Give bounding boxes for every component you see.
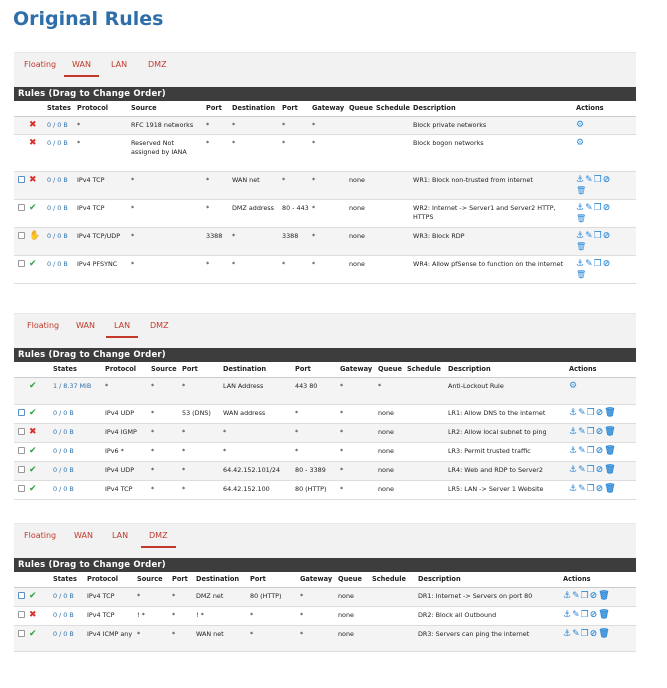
lan-rules-panel [14,313,636,500]
tab-floating[interactable]: Floating [24,531,57,540]
anchor-edit-copy-disable-trash-icons[interactable]: ⚓✎❐⊘🗑 [569,446,617,456]
states-link[interactable]: 0 / 0 B [52,626,86,652]
row-actions [568,462,636,481]
col-gateway: Gateway [311,101,348,117]
description-cell: WR1: Block non-trusted from internet [412,172,575,200]
source-cell: * [130,200,205,228]
destination-cell: ! * [195,607,249,626]
schedule-cell [375,117,412,135]
rules-header: Rules (Drag to Change Order) [14,558,636,572]
col-protocol: Protocol [76,101,130,117]
destination-cell: * [222,424,294,443]
interface-tabs [14,523,636,551]
source-port-cell: * [171,607,195,626]
protocol-cell: IPv4 TCP [104,481,150,500]
schedule-cell [375,135,412,172]
schedule-cell [375,200,412,228]
tab-wan[interactable]: WAN [72,60,91,69]
dest-port-cell: * [281,117,311,135]
states-link[interactable]: 0 / 0 B [52,607,86,626]
anchor-edit-copy-disable-trash-icons[interactable]: ⚓✎❐⊘🗑 [563,591,611,601]
source-cell: RFC 1918 networks [130,117,205,135]
col-actions: Actions [575,101,636,117]
table-row[interactable] [14,424,636,443]
protocol-cell: IPv6 * [104,443,150,462]
destination-cell: LAN Address [222,378,294,405]
description-cell: DR3: Servers can ping the internet [417,626,562,652]
gateway-cell: * [339,424,377,443]
gear-icon[interactable]: ⚙ [576,120,585,130]
interface-tabs [14,52,636,80]
col-actions: Actions [562,572,636,588]
tab-dmz[interactable]: DMZ [149,531,168,540]
source-port-cell: * [171,588,195,607]
block-icon[interactable]: ✖ [29,427,37,437]
gateway-cell: * [339,405,377,424]
queue-cell: none [348,172,375,200]
rules-table [14,362,636,500]
gateway-cell: * [339,443,377,462]
description-cell: Block bogon networks [412,135,575,172]
source-port-cell: * [181,481,222,500]
queue-cell [348,117,375,135]
col-schedule: Schedule [406,362,447,378]
interface-tabs [14,313,636,341]
col-destination: Destination [222,362,294,378]
source-cell: ! * [136,607,171,626]
states-link[interactable]: 0 / 0 B [46,228,76,256]
queue-cell: none [348,228,375,256]
source-cell: * [130,256,205,284]
row-checkbox[interactable] [18,466,25,473]
row-checkbox[interactable] [18,447,25,454]
protocol-cell: IPv4 TCP [76,200,130,228]
source-port-cell: * [171,626,195,652]
table-row[interactable] [14,200,636,228]
tab-floating[interactable]: Floating [27,321,60,330]
dest-port-cell: * [281,172,311,200]
schedule-cell [406,481,447,500]
states-link[interactable]: 0 / 0 B [46,117,76,135]
gateway-cell: * [299,626,337,652]
source-port-cell: * [205,200,231,228]
row-actions [568,443,636,462]
description-cell: WR3: Block RDP [412,228,575,256]
protocol-cell: IPv4 UDP [104,462,150,481]
tab-dmz[interactable]: DMZ [148,60,167,69]
trash-icon[interactable]: 🗑 [576,242,587,251]
schedule-cell [406,424,447,443]
col-gateway: Gateway [299,572,337,588]
anchor-edit-copy-disable-trash-icons[interactable]: ⚓✎❐⊘🗑 [563,629,611,639]
protocol-cell: IPv4 TCP [86,607,136,626]
gear-icon[interactable]: ⚙ [569,381,578,391]
queue-cell: none [377,443,406,462]
col-source-port: Port [181,362,222,378]
source-port-cell: * [181,443,222,462]
tab-wan[interactable]: WAN [74,531,93,540]
pass-icon[interactable]: ✔ [29,591,37,601]
states-link[interactable]: 0 / 0 B [52,481,104,500]
source-cell: * [150,443,181,462]
schedule-cell [406,405,447,424]
row-actions [568,424,636,443]
block-icon[interactable]: ✖ [29,610,37,620]
dest-port-cell: 80 - 3389 [294,462,339,481]
source-cell: * [136,588,171,607]
protocol-cell: * [76,117,130,135]
protocol-cell: * [104,378,150,405]
dest-port-cell: * [294,443,339,462]
anchor-edit-copy-disable-icons[interactable]: ⚓✎❐⊘ [576,259,612,269]
protocol-cell: IPv4 ICMP any [86,626,136,652]
states-link[interactable]: 0 / 0 B [52,588,86,607]
gateway-cell: * [299,588,337,607]
col-queue: Queue [348,101,375,117]
table-row[interactable] [14,462,636,481]
states-link[interactable]: 0 / 0 B [46,135,76,172]
source-cell: * [130,228,205,256]
rules-header: Rules (Drag to Change Order) [14,87,636,101]
queue-cell: none [377,462,406,481]
gateway-cell: * [311,135,348,172]
description-cell: Block private networks [412,117,575,135]
table-header-row [14,362,636,378]
source-cell: Reserved Not assigned by IANA [130,135,205,172]
states-link[interactable]: 0 / 0 B [52,443,104,462]
row-actions [562,607,636,626]
col-queue: Queue [337,572,371,588]
table-row[interactable] [14,117,636,135]
schedule-cell [375,228,412,256]
dest-port-cell: * [294,405,339,424]
trash-icon[interactable]: 🗑 [576,214,587,223]
table-header-row [14,101,636,117]
gateway-cell: * [311,200,348,228]
description-cell: LR2: Allow local subnet to ping [447,424,568,443]
row-checkbox[interactable] [18,485,25,492]
source-port-cell: * [205,135,231,172]
anchor-edit-copy-disable-icons[interactable]: ⚓✎❐⊘ [576,175,612,185]
row-checkbox[interactable] [18,611,25,618]
schedule-cell [406,443,447,462]
row-actions [568,405,636,424]
wan-rules-panel [14,52,636,284]
col-schedule: Schedule [371,572,417,588]
dest-port-cell: 80 - 443 [281,200,311,228]
col-source: Source [130,101,205,117]
col-description: Description [447,362,568,378]
row-actions [575,256,636,284]
table-row[interactable] [14,607,636,626]
queue-cell [348,135,375,172]
row-actions [575,200,636,228]
schedule-cell [406,462,447,481]
protocol-cell: IPv4 IGMP [104,424,150,443]
anchor-edit-copy-disable-trash-icons[interactable]: ⚓✎❐⊘🗑 [563,610,611,620]
queue-cell: none [377,481,406,500]
block-icon[interactable]: ✖ [29,120,37,130]
source-cell: * [136,626,171,652]
states-link[interactable]: 1 / 8.37 MiB [52,378,104,405]
dest-port-cell: 3388 [281,228,311,256]
row-actions [562,626,636,652]
col-source-port: Port [205,101,231,117]
destination-cell: * [231,135,281,172]
gateway-cell: * [311,172,348,200]
rules-table [14,572,636,652]
col-description: Description [412,101,575,117]
pass-icon[interactable]: ✔ [29,408,37,418]
col-dest-port: Port [249,572,299,588]
description-cell: Anti-Lockout Rule [447,378,568,405]
protocol-cell: IPv4 TCP/UDP [76,228,130,256]
table-row[interactable] [14,378,636,405]
destination-cell: DMZ address [231,200,281,228]
pass-icon[interactable]: ✔ [29,203,37,213]
dest-port-cell: 443 80 [294,378,339,405]
col-states: States [52,572,86,588]
reject-hand-icon[interactable]: ✋ [29,231,41,241]
source-port-cell: * [181,424,222,443]
schedule-cell [375,256,412,284]
pass-icon[interactable]: ✔ [29,629,37,639]
anchor-edit-copy-disable-icons[interactable]: ⚓✎❐⊘ [576,231,612,241]
queue-cell: none [337,607,371,626]
table-row[interactable] [14,481,636,500]
rules-header: Rules (Drag to Change Order) [14,348,636,362]
table-row[interactable] [14,228,636,256]
states-link[interactable]: 0 / 0 B [52,462,104,481]
gateway-cell: * [339,378,377,405]
schedule-cell [406,378,447,405]
row-checkbox[interactable] [18,204,25,211]
pass-icon[interactable]: ✔ [29,381,37,391]
col-source: Source [136,572,171,588]
col-gateway: Gateway [339,362,377,378]
pass-icon[interactable]: ✔ [29,465,37,475]
anchor-edit-copy-disable-icons[interactable]: ⚓✎❐⊘ [576,203,612,213]
col-source: Source [150,362,181,378]
table-row[interactable] [14,256,636,284]
anchor-edit-copy-disable-trash-icons[interactable]: ⚓✎❐⊘🗑 [569,408,617,418]
source-port-cell: 53 (DNS) [181,405,222,424]
table-row[interactable] [14,588,636,607]
protocol-cell: IPv4 UDP [104,405,150,424]
destination-cell: * [231,117,281,135]
source-cell: * [150,378,181,405]
queue-cell: none [337,626,371,652]
row-checkbox[interactable] [18,592,25,599]
anchor-edit-copy-disable-trash-icons[interactable]: ⚓✎❐⊘🗑 [569,427,617,437]
dest-port-cell: 80 (HTTP) [294,481,339,500]
protocol-cell: IPv4 TCP [76,172,130,200]
row-checkbox[interactable] [18,232,25,239]
states-link[interactable]: 0 / 0 B [52,405,104,424]
block-icon[interactable]: ✖ [29,138,37,148]
col-states: States [52,362,104,378]
schedule-cell [375,172,412,200]
table-row[interactable] [14,405,636,424]
source-cell: * [150,481,181,500]
states-link[interactable]: 0 / 0 B [46,256,76,284]
row-checkbox[interactable] [18,260,25,267]
gateway-cell: * [311,256,348,284]
col-states: States [46,101,76,117]
row-actions [562,588,636,607]
queue-cell: none [348,256,375,284]
row-actions [575,228,636,256]
destination-cell: 64.42.152.101/24 [222,462,294,481]
gateway-cell: * [299,607,337,626]
anchor-edit-copy-disable-trash-icons[interactable]: ⚓✎❐⊘🗑 [569,465,617,475]
dest-port-cell: * [281,135,311,172]
source-cell: * [150,462,181,481]
destination-cell: 64.42.152.100 [222,481,294,500]
queue-cell: none [337,588,371,607]
gateway-cell: * [311,228,348,256]
schedule-cell [371,607,417,626]
protocol-cell: * [76,135,130,172]
tab-lan[interactable]: LAN [111,60,128,69]
dest-port-cell: * [249,607,299,626]
page-title: Original Rules [13,8,164,30]
tab-dmz[interactable]: DMZ [150,321,169,330]
pass-icon[interactable]: ✔ [29,484,37,494]
block-icon[interactable]: ✖ [29,175,37,185]
source-port-cell: * [181,462,222,481]
table-row[interactable] [14,172,636,200]
destination-cell: WAN net [195,626,249,652]
schedule-cell [371,626,417,652]
table-row[interactable] [14,443,636,462]
dmz-rules-panel [14,523,636,652]
row-checkbox[interactable] [18,630,25,637]
source-port-cell: * [181,378,222,405]
description-cell: DR1: Internet -> Servers on port 80 [417,588,562,607]
col-schedule: Schedule [375,101,412,117]
table-row[interactable] [14,135,636,172]
dest-port-cell: * [281,256,311,284]
dest-port-cell: 80 (HTTP) [249,588,299,607]
description-cell: WR4: Allow pfSense to function on the internet [412,256,575,284]
destination-cell: * [222,443,294,462]
source-cell: * [130,172,205,200]
tab-wan[interactable]: WAN [76,321,95,330]
source-cell: * [150,405,181,424]
col-queue: Queue [377,362,406,378]
source-cell: * [150,424,181,443]
destination-cell: * [231,256,281,284]
protocol-cell: IPv4 TCP [86,588,136,607]
schedule-cell [371,588,417,607]
col-destination: Destination [231,101,281,117]
col-protocol: Protocol [86,572,136,588]
states-link[interactable]: 0 / 0 B [46,172,76,200]
queue-cell: none [348,200,375,228]
destination-cell: WAN address [222,405,294,424]
col-source-port: Port [171,572,195,588]
destination-cell: DMZ net [195,588,249,607]
col-dest-port: Port [281,101,311,117]
col-dest-port: Port [294,362,339,378]
table-header-row [14,572,636,588]
dest-port-cell: * [249,626,299,652]
col-destination: Destination [195,572,249,588]
gateway-cell: * [339,481,377,500]
pass-icon[interactable]: ✔ [29,259,37,269]
source-port-cell: * [205,256,231,284]
source-port-cell: * [205,172,231,200]
col-protocol: Protocol [104,362,150,378]
description-cell: LR3: Permit trusted traffic [447,443,568,462]
row-actions [568,481,636,500]
states-link[interactable]: 0 / 0 B [52,424,104,443]
tab-floating[interactable]: Floating [24,60,57,69]
row-actions [575,172,636,200]
row-checkbox[interactable] [18,409,25,416]
gear-icon[interactable]: ⚙ [576,138,585,148]
tab-lan[interactable]: LAN [112,531,129,540]
destination-cell: WAN net [231,172,281,200]
anchor-edit-copy-disable-trash-icons[interactable]: ⚓✎❐⊘🗑 [569,484,617,494]
row-checkbox[interactable] [18,428,25,435]
description-cell: LR4: Web and RDP to Server2 [447,462,568,481]
col-description: Description [417,572,562,588]
gateway-cell: * [339,462,377,481]
protocol-cell: IPv4 PFSYNC [76,256,130,284]
row-checkbox[interactable] [18,176,25,183]
rules-table [14,101,636,284]
description-cell: LR1: Allow DNS to the internet [447,405,568,424]
destination-cell: * [231,228,281,256]
description-cell: WR2: Internet -> Server1 and Server2 HTTP, HTTPS [412,200,575,228]
col-actions: Actions [568,362,636,378]
table-row[interactable] [14,626,636,652]
queue-cell: none [377,424,406,443]
trash-icon[interactable]: 🗑 [576,186,587,195]
source-port-cell: * [205,117,231,135]
description-cell: DR2: Block all Outbound [417,607,562,626]
trash-icon[interactable]: 🗑 [576,270,587,279]
gateway-cell: * [311,117,348,135]
source-port-cell: 3388 [205,228,231,256]
queue-cell: none [377,405,406,424]
queue-cell: * [377,378,406,405]
tab-lan[interactable]: LAN [114,321,131,330]
description-cell: LR5: LAN -> Server 1 Website [447,481,568,500]
pass-icon[interactable]: ✔ [29,446,37,456]
states-link[interactable]: 0 / 0 B [46,200,76,228]
dest-port-cell: * [294,424,339,443]
